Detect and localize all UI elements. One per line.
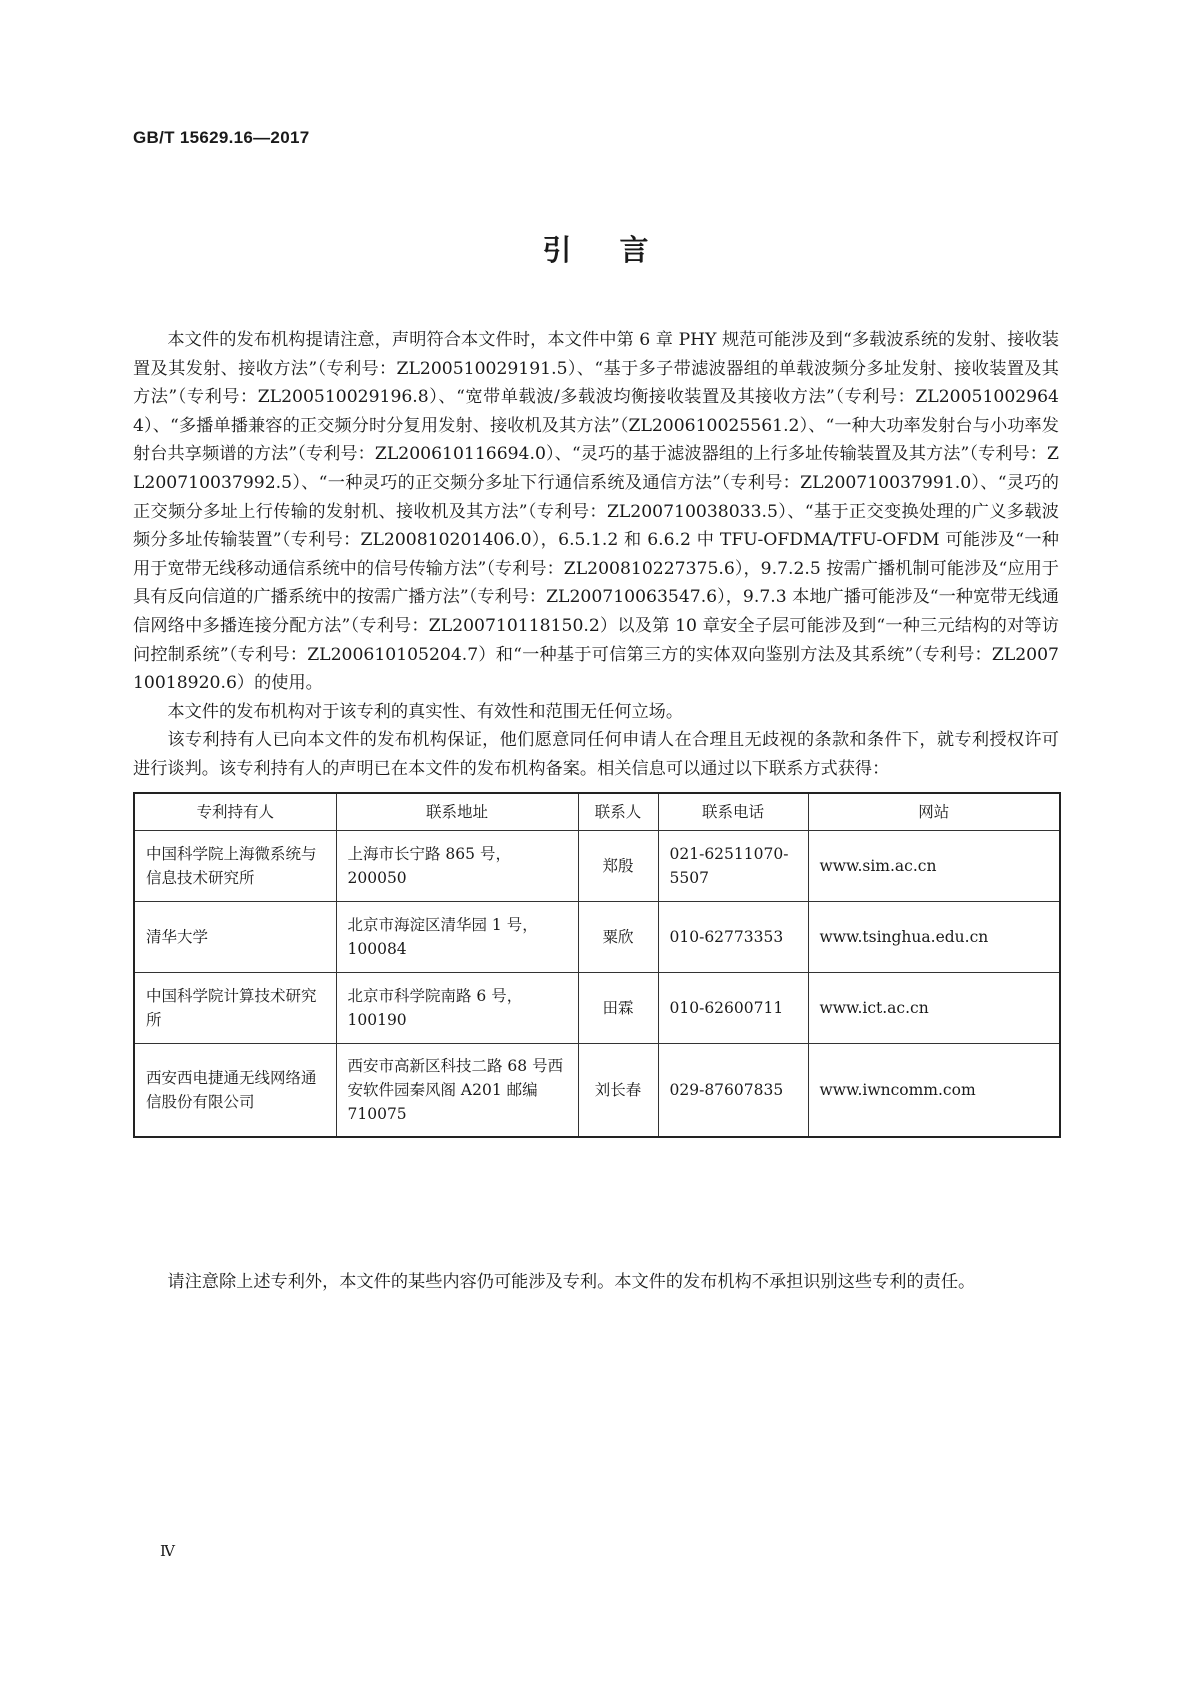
table-row	[134, 830, 1060, 901]
paragraph-license-statement: 该专利持有人已向本文件的发布机构保证，他们愿意同任何申请人在合理且无歧视的条款和条件下，就专利授权许可进行谈判。该专利持有人的声明已在本文件的发布机构备案。相关信息可以通过以下联系方式获得：	[133, 730, 1059, 779]
cell-holder: 清华大学	[134, 901, 336, 972]
header-contact: 联系人	[578, 793, 658, 831]
cell-website: www.tsinghua.edu.cn	[808, 901, 1060, 972]
cell-holder: 中国科学院上海微系统与信息技术研究所	[134, 830, 336, 901]
cell-phone: 021-62511070-5507	[658, 830, 808, 901]
cell-website: www.iwncomm.com	[808, 1043, 1060, 1137]
page-number: Ⅳ	[160, 1542, 175, 1560]
cell-contact: 郑殷	[578, 830, 658, 901]
cell-holder: 中国科学院计算技术研究所	[134, 972, 336, 1043]
cell-website: www.ict.ac.cn	[808, 972, 1060, 1043]
cell-phone: 010-62773353	[658, 901, 808, 972]
cell-address: 上海市长宁路 865 号，200050	[336, 830, 578, 901]
cell-address: 北京市科学院南路 6 号，100190	[336, 972, 578, 1043]
introduction-body	[133, 326, 1059, 1138]
header-holder: 专利持有人	[134, 793, 336, 831]
table-row	[134, 972, 1060, 1043]
header-address: 联系地址	[336, 793, 578, 831]
table-row	[134, 901, 1060, 972]
table-header-row	[134, 793, 1060, 831]
cell-address: 西安市高新区科技二路 68 号西安软件园秦风阁 A201 邮编 710075	[336, 1043, 578, 1137]
cell-phone: 010-62600711	[658, 972, 808, 1043]
cell-contact: 粟欣	[578, 901, 658, 972]
paragraph-no-position: 本文件的发布机构对于该专利的真实性、有效性和范围无任何立场。	[167, 701, 684, 722]
cell-website: www.sim.ac.cn	[808, 830, 1060, 901]
cell-address: 北京市海淀区清华园 1 号，100084	[336, 901, 578, 972]
cell-phone: 029-87607835	[658, 1043, 808, 1137]
cell-contact: 田霖	[578, 972, 658, 1043]
paragraph-patent-notice: 本文件的发布机构提请注意，声明符合本文件时，本文件中第 6 章 PHY 规范可能涉及到“多载波系统的发射、接收装置及其发射、接收方法”（专利号：ZL200510029191.5）、“基于多子带滤波器组的单载波频分多址发射、接收装置及其方法”（专利号：ZL200510029196.8）、“宽带单载波/多载波均衡接收装置及其接收方法”（专利号：ZL200510029644）、“多播单播兼容的正交频分时分复用发射、接收机及其方法”（ZL200610025561.2）、“一种大功率发射台与小功率发射台共享频谱的方法”（专利号：ZL200610116694.0）、“灵巧的基于滤波器组的上行多址传输装置及其方法”（专利号：ZL200710037992.5）、“一种灵巧的正交频分多址下行通信系统及通信方法”（专利号：ZL200710037991.0）、“灵巧的正交频分多址上行传输的发射机、接收机及其方法”（专利号：ZL200710038033.5）、“基于正交变换处理的广义多载波频分多址传输装置”（专利号：ZL200810201406.0），6.5.1.2 和 6.6.2 中 TFU-OFDMA/TFU-OFDM 可能涉及“一种用于宽带无线移动通信系统中的信号传输方法”（专利号：ZL200810227375.6），9.7.2.5 按需广播机制可能涉及“应用于具有反向信道的广播系统中的按需广播方法”（专利号：ZL200710063547.6），9.7.3 本地广播可能涉及“一种宽带无线通信网络中多播连接分配方法”（专利号：ZL200710118150.2）以及第 10 章安全子层可能涉及到“一种三元结构的对等访问控制系统”（专利号：ZL200610105204.7）和“一种基于可信第三方的实体双向鉴别方法及其系统”（专利号：ZL200710018920.6）的使用。	[133, 330, 1059, 694]
header-phone: 联系电话	[658, 793, 808, 831]
cell-holder: 西安西电捷通无线网络通信股份有限公司	[134, 1043, 336, 1137]
closing-notice	[133, 1268, 1059, 1297]
table-row	[134, 1043, 1060, 1137]
standard-code: GB/T 15629.16—2017	[133, 128, 310, 147]
paragraph-closing: 请注意除上述专利外，本文件的某些内容仍可能涉及专利。本文件的发布机构不承担识别这些专利的责任。	[167, 1272, 976, 1292]
page-title: 引言	[542, 233, 697, 267]
cell-contact: 刘长春	[578, 1043, 658, 1137]
patent-holder-table	[133, 792, 1061, 1138]
header-website: 网站	[808, 793, 1060, 831]
